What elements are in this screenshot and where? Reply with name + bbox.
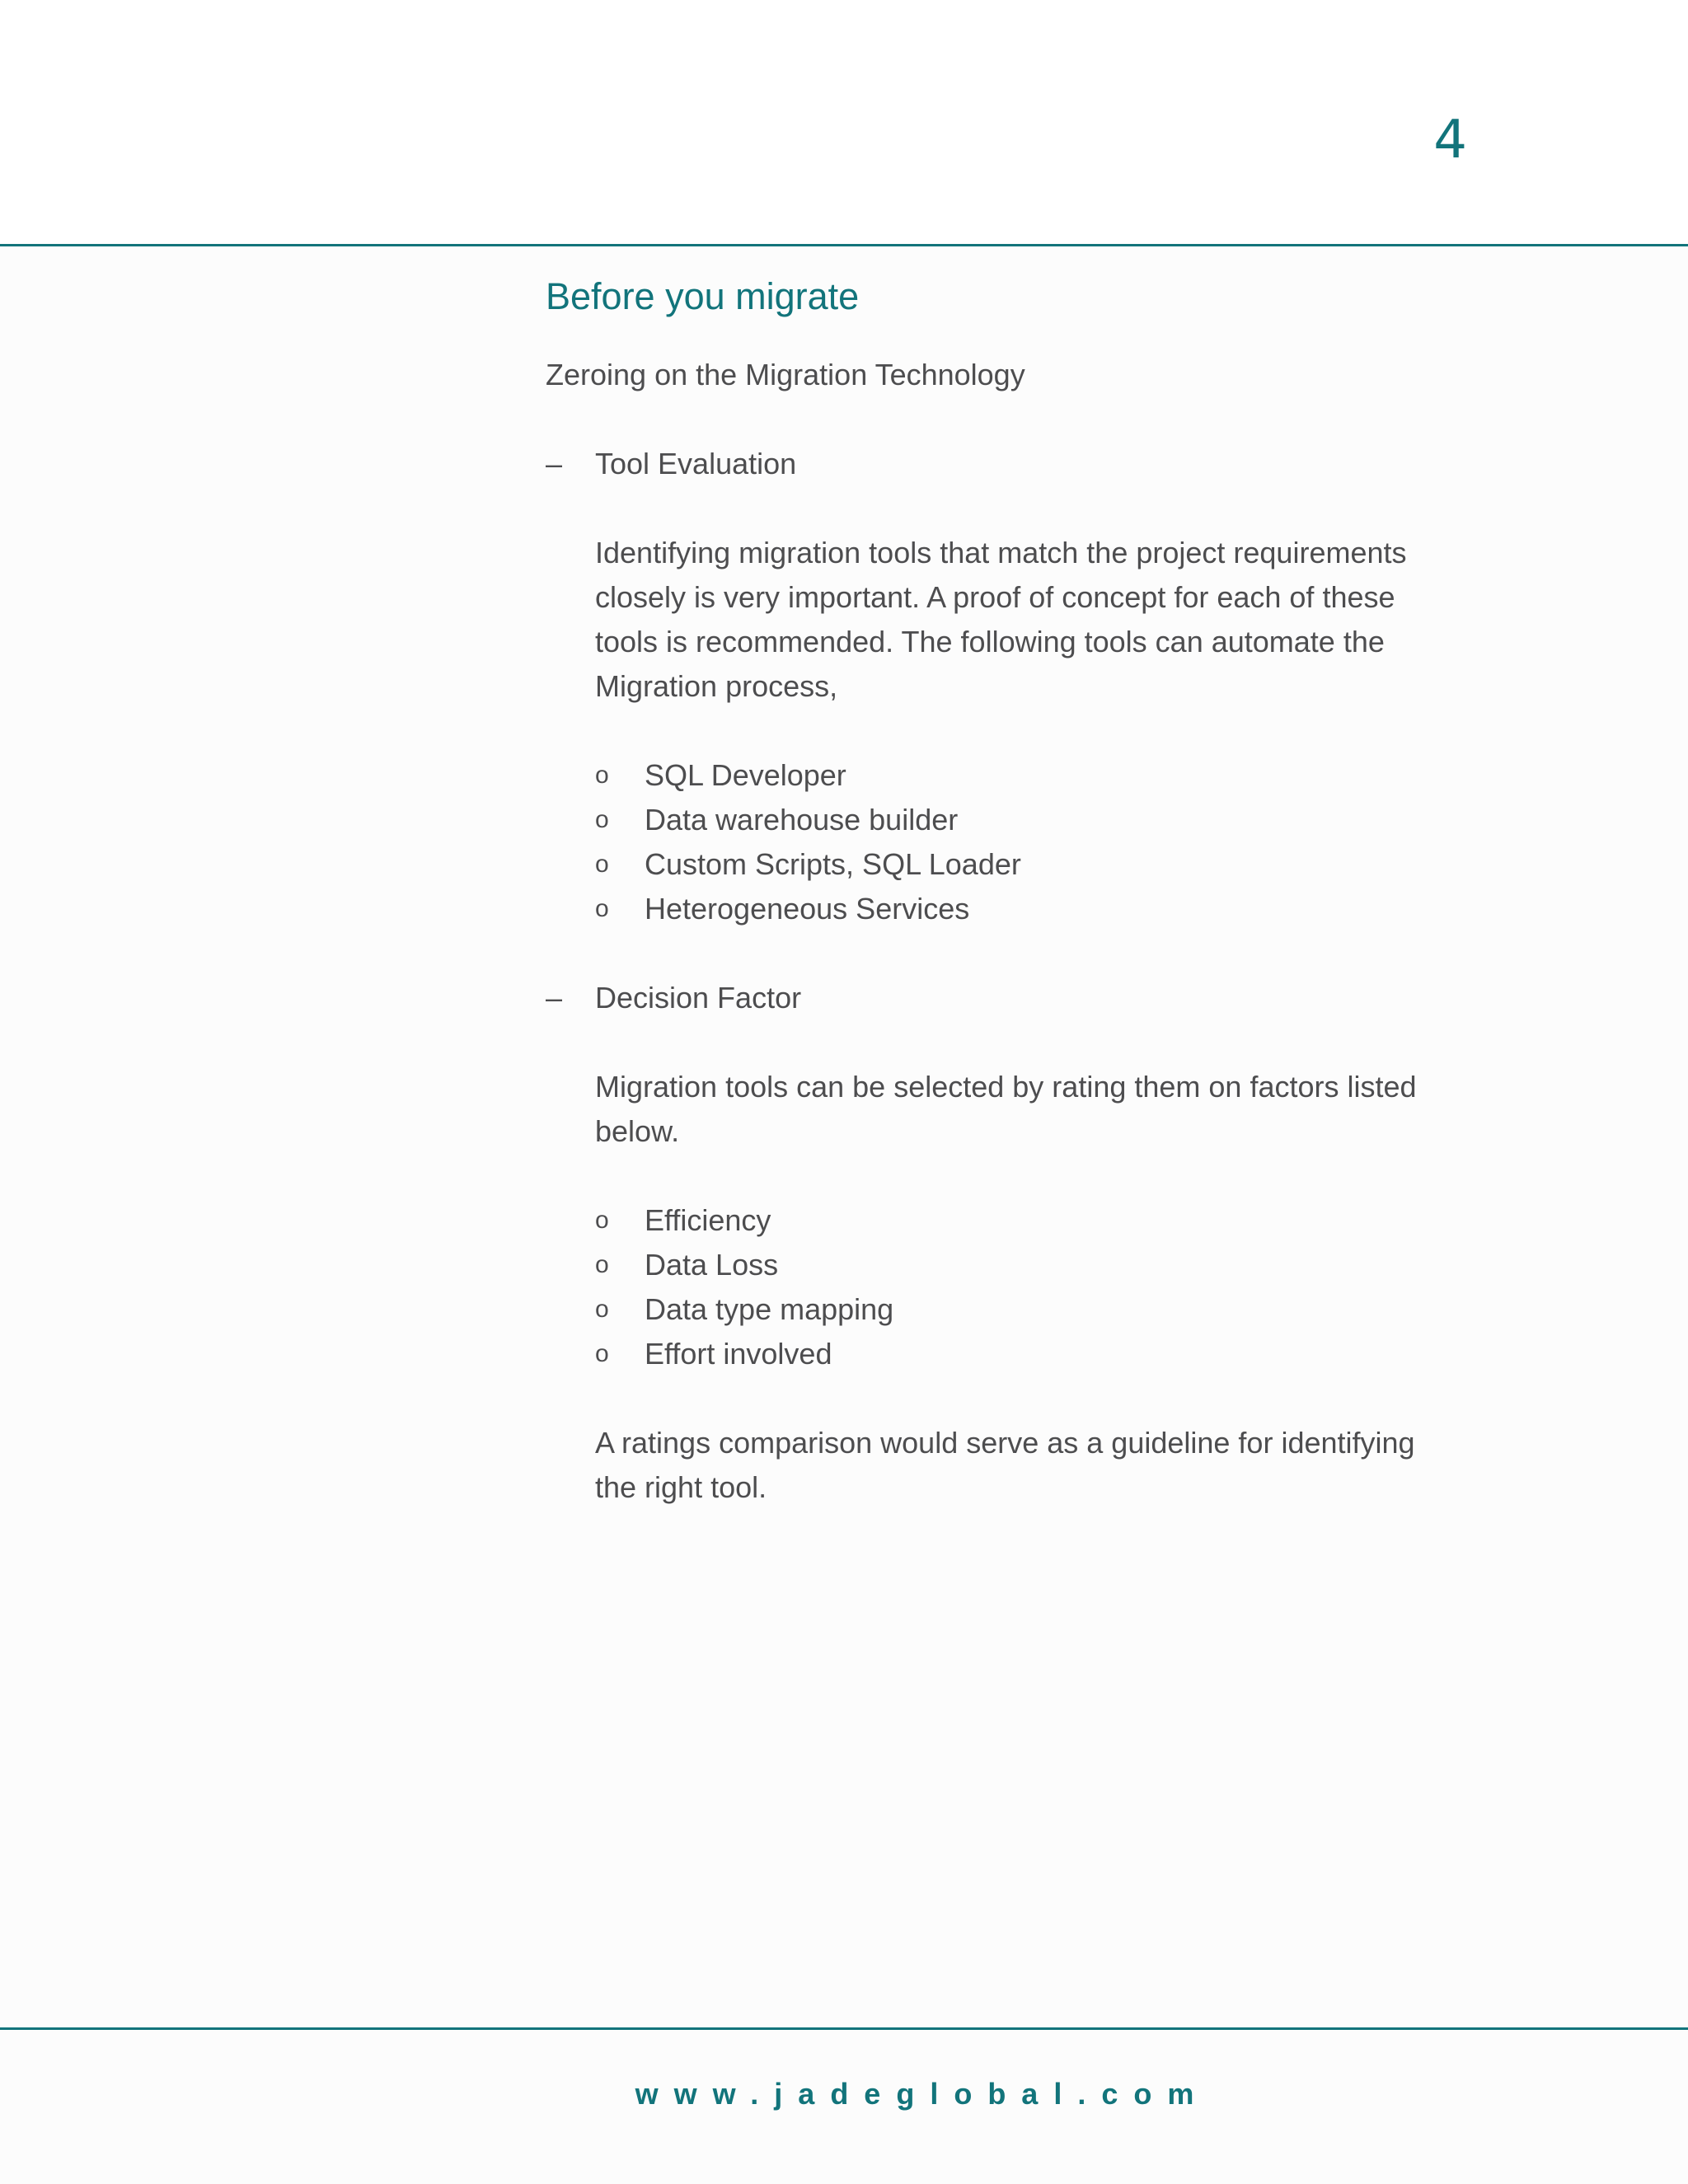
list-item (595, 842, 1436, 887)
list-item (595, 1243, 1436, 1287)
header-divider (0, 244, 1688, 246)
circle-bullet-icon: o (595, 851, 609, 878)
circle-bullet-icon: o (595, 1296, 609, 1323)
circle-bullet-icon: o (595, 1340, 609, 1367)
dash-marker: – (546, 981, 563, 1015)
list-item-label: Effort involved (645, 1337, 832, 1371)
section-title-tool-evaluation (546, 442, 1436, 486)
page-number: 4 (1433, 110, 1467, 171)
list-item-label: Data warehouse builder (645, 803, 959, 837)
list-item (595, 798, 1436, 842)
section-title: Decision Factor (595, 981, 802, 1015)
circle-bullet-icon: o (595, 1207, 609, 1234)
factor-list (595, 1198, 1436, 1376)
decision-factor-paragraph: Migration tools can be selected by rating them on factors listed below. (595, 1070, 1417, 1148)
footer-divider (0, 2027, 1688, 2030)
list-item (595, 1198, 1436, 1243)
section-heading: Before you migrate (546, 275, 860, 317)
circle-bullet-icon: o (595, 762, 609, 789)
list-item-label: Data Loss (645, 1248, 779, 1282)
list-item-label: Custom Scripts, SQL Loader (645, 847, 1021, 881)
list-item (595, 1287, 1436, 1332)
page-content (546, 264, 1436, 1554)
section-title: Tool Evaluation (595, 447, 797, 480)
list-item (595, 887, 1436, 931)
list-item-label: SQL Developer (645, 758, 846, 792)
footer-website-link[interactable]: www.jadeglobal.com (635, 2077, 1210, 2111)
list-item (595, 1332, 1436, 1376)
list-item (595, 753, 1436, 798)
circle-bullet-icon: o (595, 1251, 609, 1278)
dash-marker: – (546, 447, 563, 480)
section-title-decision-factor (546, 976, 1436, 1020)
circle-bullet-icon: o (595, 806, 609, 833)
closing-paragraph: A ratings comparison would serve as a guideline for identifying the right tool. (595, 1426, 1415, 1504)
list-item-label: Efficiency (645, 1203, 771, 1237)
tool-evaluation-paragraph: Identifying migration tools that match the project requirements closely is very important. A proof of concept for each of these tools is recommended. The following tools can automate the Migration process, (595, 536, 1407, 703)
list-item-label: Data type mapping (645, 1292, 894, 1326)
subheading: Zeroing on the Migration Technology (546, 358, 1025, 391)
tool-list (595, 753, 1436, 931)
circle-bullet-icon: o (595, 895, 609, 922)
list-item-label: Heterogeneous Services (645, 892, 970, 926)
